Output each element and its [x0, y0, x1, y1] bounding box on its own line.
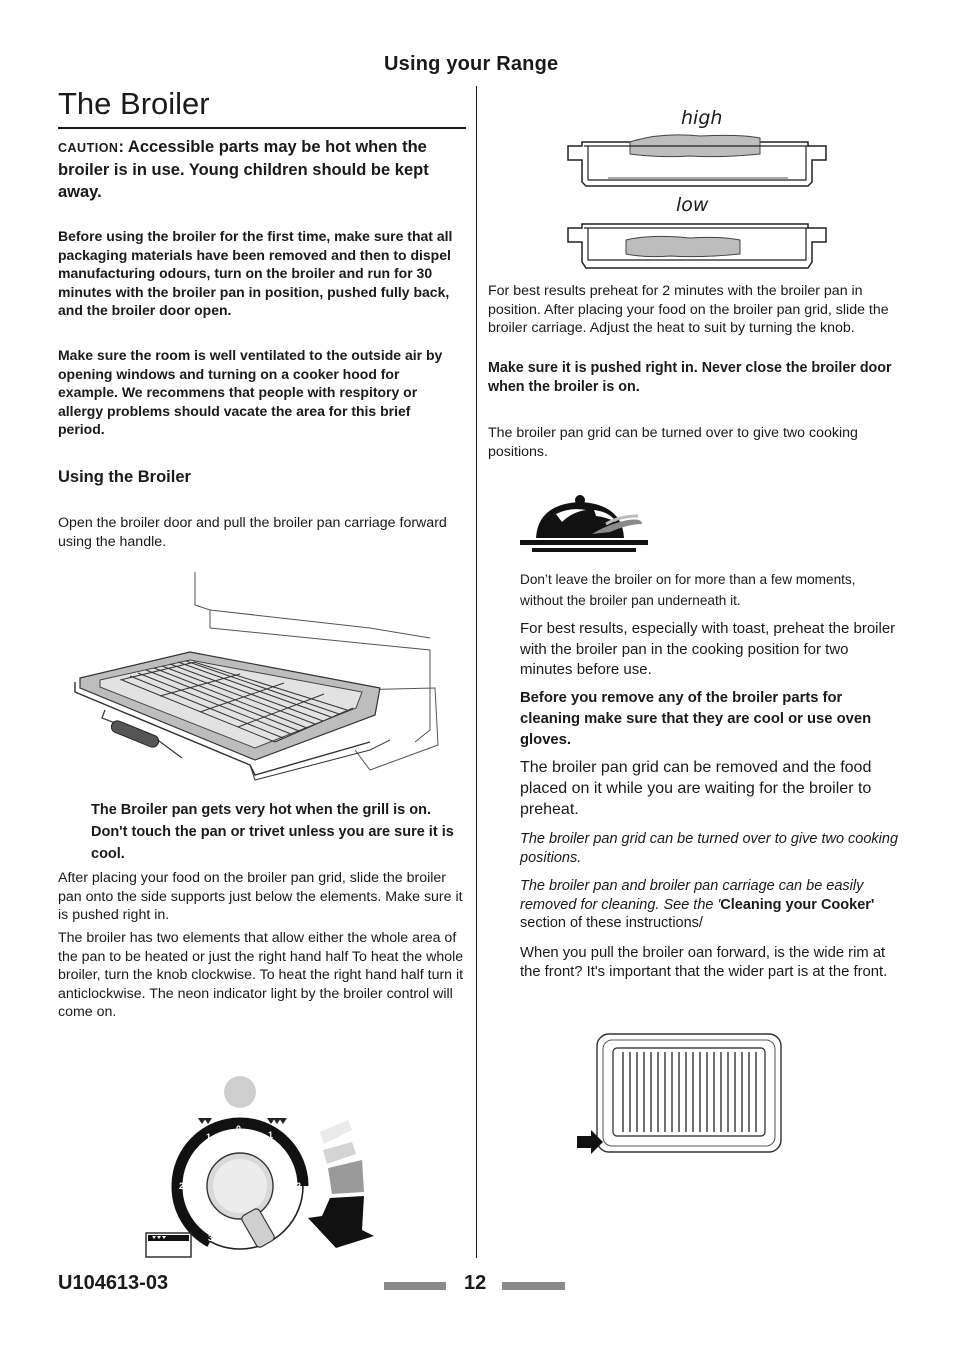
- knob-mark-0: 0: [236, 1124, 242, 1134]
- cleaning-paragraph: [520, 877, 900, 933]
- subheading-using-broiler: Using the Broiler: [58, 468, 191, 486]
- preheat-paragraph: For best results preheat for 2 minutes with the broiler pan in position. After placing your food on the broiler pan grid, slide the broiler carriage. Adjust the heat to suit by turning the knob.: [488, 283, 889, 337]
- caution-text: : Accessible parts may be hot when the broiler is in use. Young children should be kept away.: [58, 138, 429, 201]
- toast-paragraph: For best results, especially with toast, preheat the broiler with the broiler pan in the cooking position for two minutes before use.: [520, 620, 896, 678]
- after-placing-paragraph: After placing your food on the broiler pan grid, slide the broiler pan onto the side supports just below the elements. Make sure it is pushed right in.: [58, 870, 463, 924]
- removed-paragraph: The broiler pan grid can be removed and the food placed on it while you are waiting for the broiler to preheat.: [520, 759, 872, 818]
- open-door-paragraph: Open the broiler door and pull the broiler pan carriage forward using the handle.: [58, 515, 447, 550]
- cleaning-post: section of these instructions/: [520, 915, 703, 932]
- neon-indicator-icon: [224, 1076, 256, 1108]
- footer-bar-left: [384, 1282, 446, 1290]
- knob-mark-2-right: 2: [296, 1181, 302, 1191]
- ventilation-paragraph: Make sure the room is well ventilated to the outside air by opening windows and turning on a cooker hood for example. We recommens that people with respitory or allergy problems should vacate the area for this brief period.: [58, 347, 443, 438]
- knob-mark-2-left: 2: [179, 1181, 185, 1191]
- column-divider: [476, 86, 477, 1258]
- pushed-in-warning: Make sure it is pushed right in. Never close the broiler door when the broiler is on.: [488, 360, 892, 395]
- turn-over-italic: The broiler pan grid can be turned over to give two cooking positions.: [520, 831, 899, 866]
- wide-rim-paragraph: When you pull the broiler oan forward, is the wide rim at the front? It's important that the wider part is at the front.: [520, 945, 888, 980]
- section-header: Using your Range: [384, 53, 559, 75]
- control-knob-illustration: [140, 1070, 380, 1260]
- cleaning-pre: The broiler pan and broiler pan carriage can be easily removed for cleaning. See the ': [520, 878, 864, 913]
- two-elements-paragraph: The broiler has two elements that allow either the whole area of the pan to be heated or just the right hand half To heat the whole broiler, turn the knob clockwise. To heat the right hand half turn it anticlockwise. The neon indicator light by the broiler control will come on.: [58, 930, 464, 1021]
- caution-label: CAUTION: [58, 141, 119, 155]
- footer-bar-right: [502, 1282, 565, 1290]
- title-rule: [58, 127, 466, 129]
- covered-dish-icon: [518, 490, 652, 560]
- high-position-illustration: [560, 132, 830, 192]
- dont-leave-paragraph: Don’t leave the broiler on for more than a few moments, without the broiler pan underneath it.: [520, 572, 856, 608]
- label-low: low: [676, 194, 709, 216]
- page-number: 12: [464, 1272, 487, 1294]
- knob-mark-3: 3: [208, 1233, 214, 1243]
- first-use-paragraph: Before using the broiler for the first time, make sure that all packaging materials have been removed and then to dispel manufacturing odours, turn on the broiler and run for 30 minutes with the broiler pan in position, pushed fully back, and the broiler door open.: [58, 228, 453, 319]
- rotation-arrow-icon: [308, 1196, 374, 1248]
- cleaning-link: Cleaning your Cooker': [720, 896, 875, 913]
- page-title: The Broiler: [58, 86, 210, 121]
- turn-over-paragraph: The broiler pan grid can be turned over to give two cooking positions.: [488, 425, 858, 460]
- knob-mark-1-left: 1: [206, 1132, 212, 1142]
- broiler-pan-carriage-illustration: [70, 570, 450, 785]
- hot-pan-warning: The Broiler pan gets very hot when the grill is on. Don't touch the pan or trivet unless you are sure it is cool.: [91, 802, 454, 862]
- document-code: U104613-03: [58, 1272, 169, 1294]
- low-position-illustration: [560, 218, 830, 274]
- knob-mark-1-right: 1: [268, 1130, 274, 1140]
- pan-top-view-illustration: [575, 1032, 787, 1156]
- cool-warning: Before you remove any of the broiler parts for cleaning make sure that they are cool or use oven gloves.: [520, 690, 872, 748]
- label-high: high: [681, 107, 723, 129]
- caution-notice: [58, 136, 468, 203]
